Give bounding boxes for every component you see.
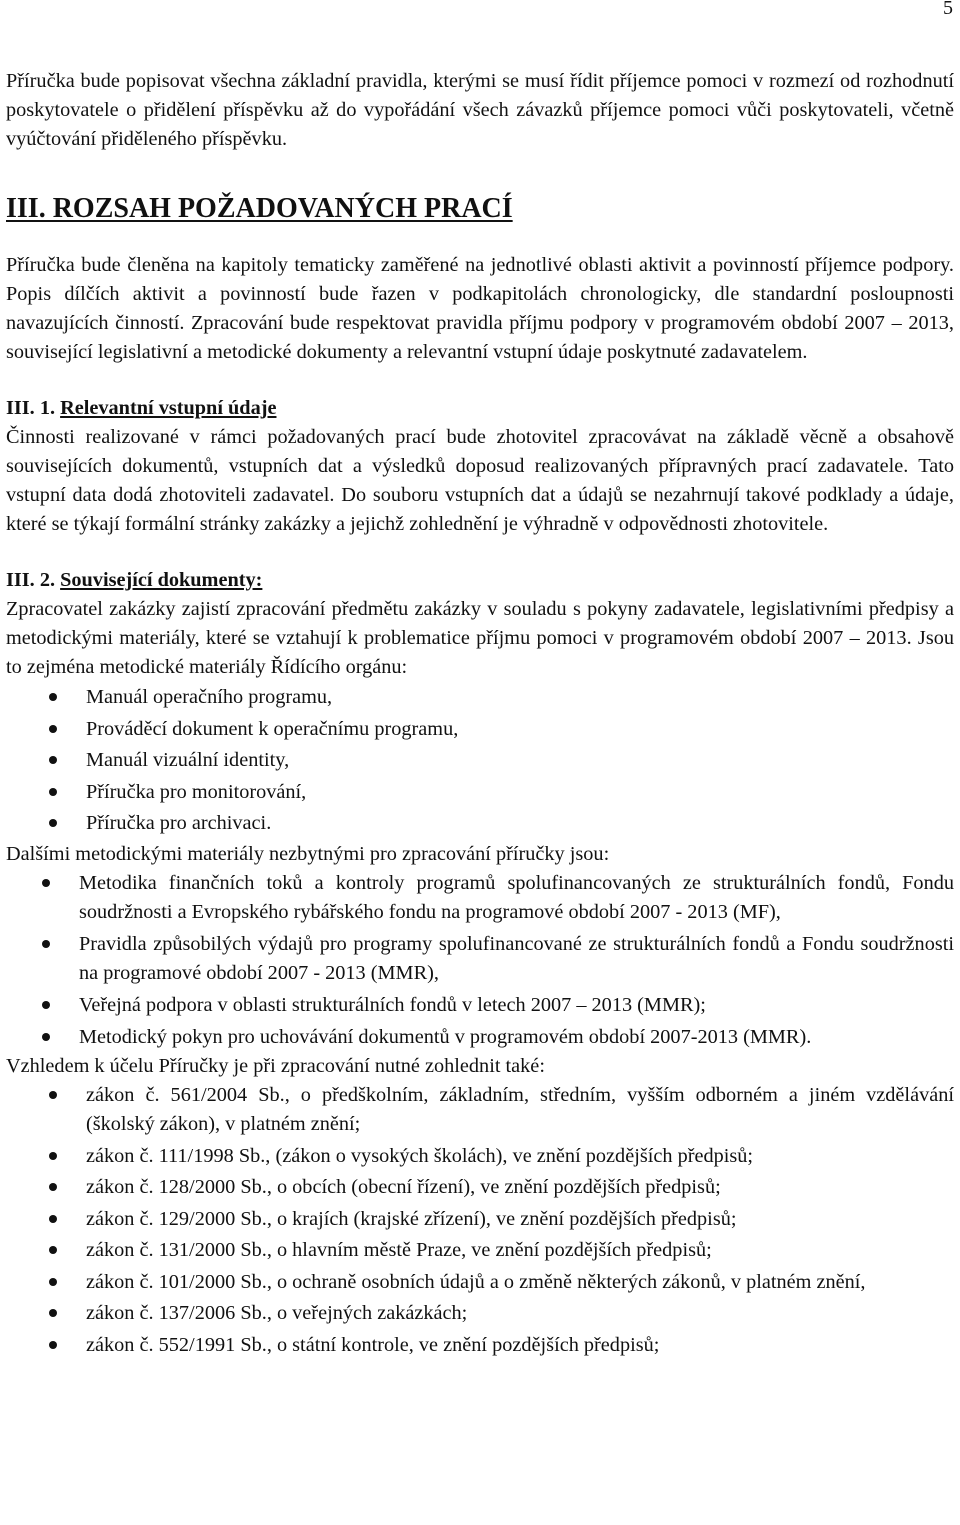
list-item: Příručka pro archivaci. xyxy=(6,808,954,840)
list-item: zákon č. 137/2006 Sb., o veřejných zakázkách; xyxy=(6,1299,954,1329)
ro-documents-list xyxy=(6,682,954,840)
list-item: zákon č. 552/1991 Sb., o státní kontrole, ve znění pozdějších předpisů; xyxy=(6,1331,954,1361)
list-item: zákon č. 101/2000 Sb., o ochraně osobních údajů a o změně některých zákonů, v platném znění, xyxy=(6,1268,954,1298)
subsection-2-paragraph: Zpracovatel zakázky zajistí zpracování předmětu zakázky v souladu s pokyny zadavatele, legislativními předpisy a metodickými materiály, které se vztahují k problematice příjmu pomoci v programovém období 2007 – 2013. Jsou to zejména metodické materiály Řídícího orgánu: xyxy=(6,598,954,678)
subsection-1-number: III. 1. xyxy=(6,397,56,419)
list-item: zákon č. 131/2000 Sb., o hlavním městě Praze, ve znění pozdějších předpisů; xyxy=(6,1236,954,1266)
document-body xyxy=(6,67,954,1360)
list-item: zákon č. 128/2000 Sb., o obcích (obecní řízení), ve znění pozdějších předpisů; xyxy=(6,1173,954,1203)
other-materials-list xyxy=(6,869,954,1052)
subsection-2-heading xyxy=(6,566,954,595)
list-item: Pravidla způsobilých výdajů pro programy spolufinancované ze strukturálních fondů a Fondu soudržnosti na programové období 2007 - 2013 (MMR), xyxy=(6,930,954,988)
other-materials-lead: Dalšími metodickými materiály nezbytnými pro zpracování příručky jsou: xyxy=(6,842,610,865)
list-item: Metodika finančních toků a kontroly programů spolufinancovaných ze strukturálních fondů, Fondu soudržnosti a Evropského rybářského fondu na programové období 2007 - 2013 (MF), xyxy=(6,869,954,927)
list-item: Manuál vizuální identity, xyxy=(6,745,954,777)
section-title: III. ROZSAH POŽADOVANÝCH PRACÍ xyxy=(6,193,513,224)
subsection-1-heading xyxy=(6,394,954,423)
section-paragraph: Příručka bude členěna na kapitoly tematicky zaměřené na jednotlivé oblasti aktivit a povinností příjemce podpory. Popis dílčích aktivit a povinností bude řazen v podkapitolách chronologicky, dle standardní posloupnosti navazujících činností. Zpracování bude respektovat pravidla příjmu podpory v programovém období 2007 – 2013, související legislativní a metodické dokumenty a relevantní vstupní údaje poskytnuté zadavatelem. xyxy=(6,254,954,363)
list-item: zákon č. 129/2000 Sb., o krajích (krajské zřízení), ve znění pozdějších předpisů; xyxy=(6,1205,954,1235)
list-item: Manuál operačního programu, xyxy=(6,682,954,714)
list-item: zákon č. 111/1998 Sb., (zákon o vysokých školách), ve znění pozdějších předpisů; xyxy=(6,1142,954,1172)
laws-lead: Vzhledem k účelu Příručky je při zpracování nutné zohlednit také: xyxy=(6,1054,545,1077)
list-item: zákon č. 561/2004 Sb., o předškolním, základním, středním, vyšším odborném a jiném vzdělávání (školský zákon), v platném znění; xyxy=(6,1081,954,1140)
list-item: Veřejná podpora v oblasti strukturálních fondů v letech 2007 – 2013 (MMR); xyxy=(6,991,954,1020)
list-item: Prováděcí dokument k operačnímu programu, xyxy=(6,714,954,746)
subsection-2-title: Související dokumenty: xyxy=(60,569,263,591)
laws-list xyxy=(6,1081,954,1361)
subsection-1-title: Relevantní vstupní údaje xyxy=(60,397,277,419)
subsection-1-paragraph: Činnosti realizované v rámci požadovaných prací bude zhotovitel zpracovávat na základě věcně a obsahově souvisejících dokumentů, vstupních dat a výsledků doposud realizovaných přípravných prací zadavatele. Tato vstupní data dodá zhotoviteli zadavatel. Do souboru vstupních dat a údajů se nezahrnují takové podklady a údaje, které se týkají formální stránky zakázky a jejichž zohlednění je výhradně v odpovědnosti zhotovitele. xyxy=(6,426,954,535)
intro-paragraph: Příručka bude popisovat všechna základní pravidla, kterými se musí řídit příjemce pomoci v rozmezí od rozhodnutí poskytovatele o přidělení příspěvku až do vypořádání všech závazků příjemce pomoci vůči poskytovateli, včetně vyúčtování přiděleného příspěvku. xyxy=(6,70,954,150)
list-item: Metodický pokyn pro uchovávání dokumentů v programovém období 2007-2013 (MMR). xyxy=(6,1023,954,1052)
subsection-2-number: III. 2. xyxy=(6,569,56,591)
page-number: 5 xyxy=(943,0,953,19)
list-item: Příručka pro monitorování, xyxy=(6,777,954,809)
